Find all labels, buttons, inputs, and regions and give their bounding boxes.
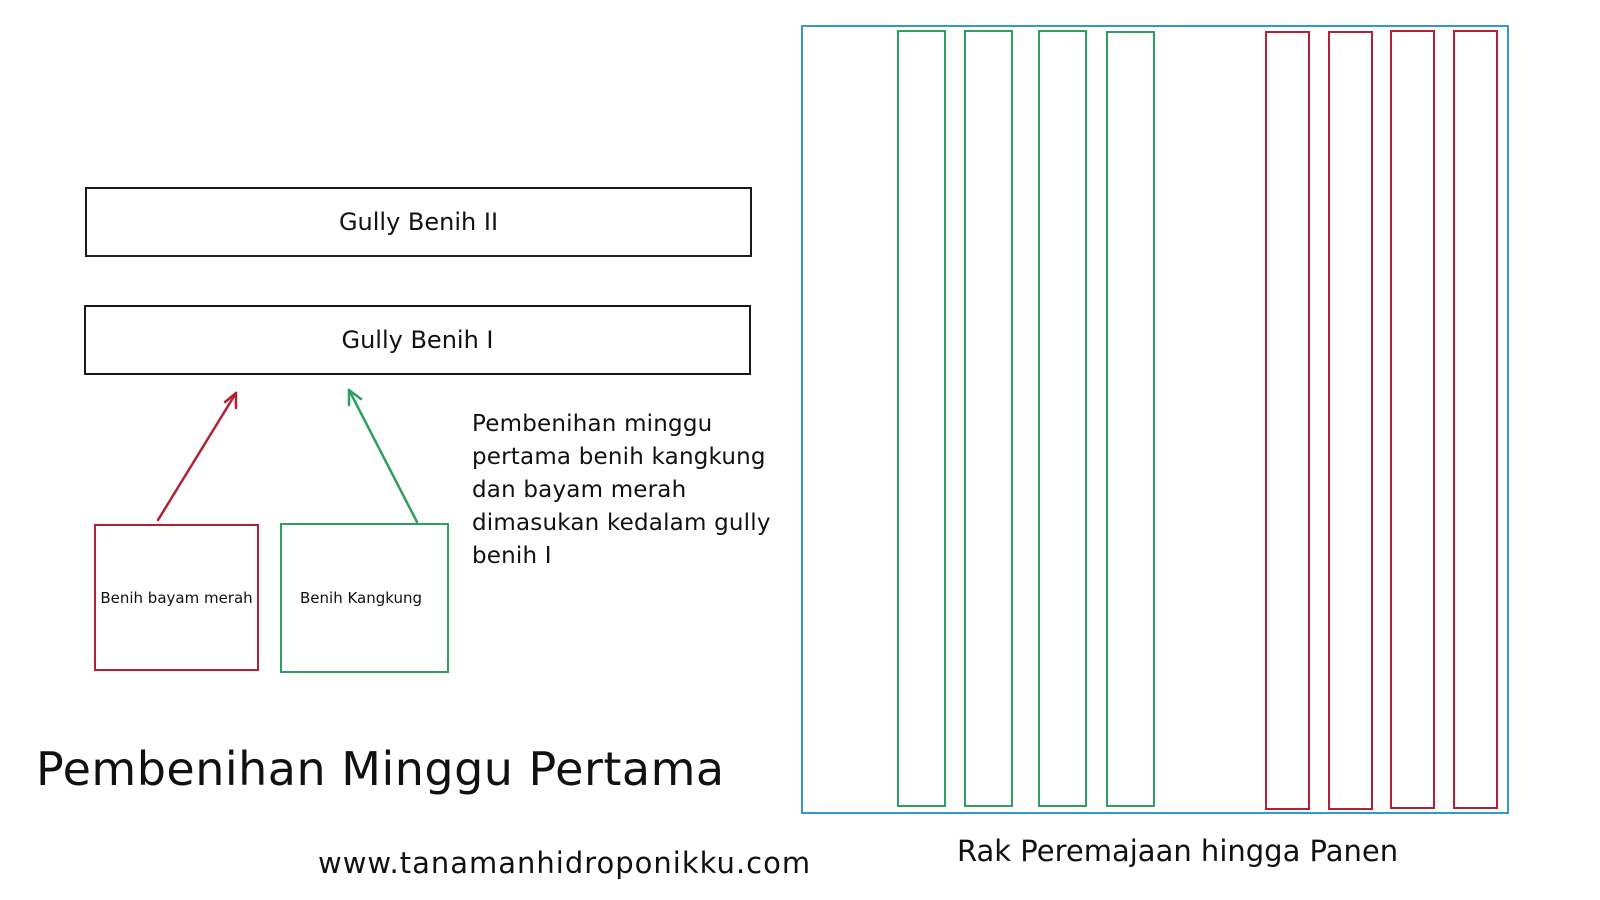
seed-box-bayam-merah-label: Benih bayam merah (100, 588, 253, 607)
rack-bar-red-4 (1453, 30, 1498, 809)
note-text: Pembenihan minggu pertama benih kangkung dan bayam merah dimasukan kedalam gully benih I (472, 411, 771, 569)
gully-benih-1-label: Gully Benih I (341, 326, 494, 354)
gully-benih-2-label: Gully Benih II (338, 208, 499, 236)
gully-benih-1 (84, 305, 751, 375)
rack-bar-red-3 (1390, 30, 1435, 809)
rack-bar-green-3 (1038, 30, 1087, 807)
rack-bar-green-4 (1106, 31, 1155, 807)
rack-caption: Rak Peremajaan hingga Panen (957, 834, 1399, 868)
website-link[interactable]: www.tanamanhidroponikku.com (318, 846, 812, 880)
diagram-title: Pembenihan Minggu Pertama (36, 742, 725, 796)
gully-benih-2 (85, 187, 752, 257)
seed-box-kangkung-label: Benih Kangkung (300, 589, 423, 607)
seed-box-bayam-merah (94, 524, 259, 671)
rack-bar-green-2 (964, 30, 1013, 807)
rack-frame (801, 25, 1509, 814)
rack-bar-green-1 (897, 30, 946, 807)
arrow-red (158, 393, 236, 520)
rack-bar-red-2 (1328, 31, 1373, 810)
rack-bar-red-1 (1265, 31, 1310, 810)
arrow-green (349, 390, 417, 522)
seed-box-kangkung (280, 523, 449, 673)
